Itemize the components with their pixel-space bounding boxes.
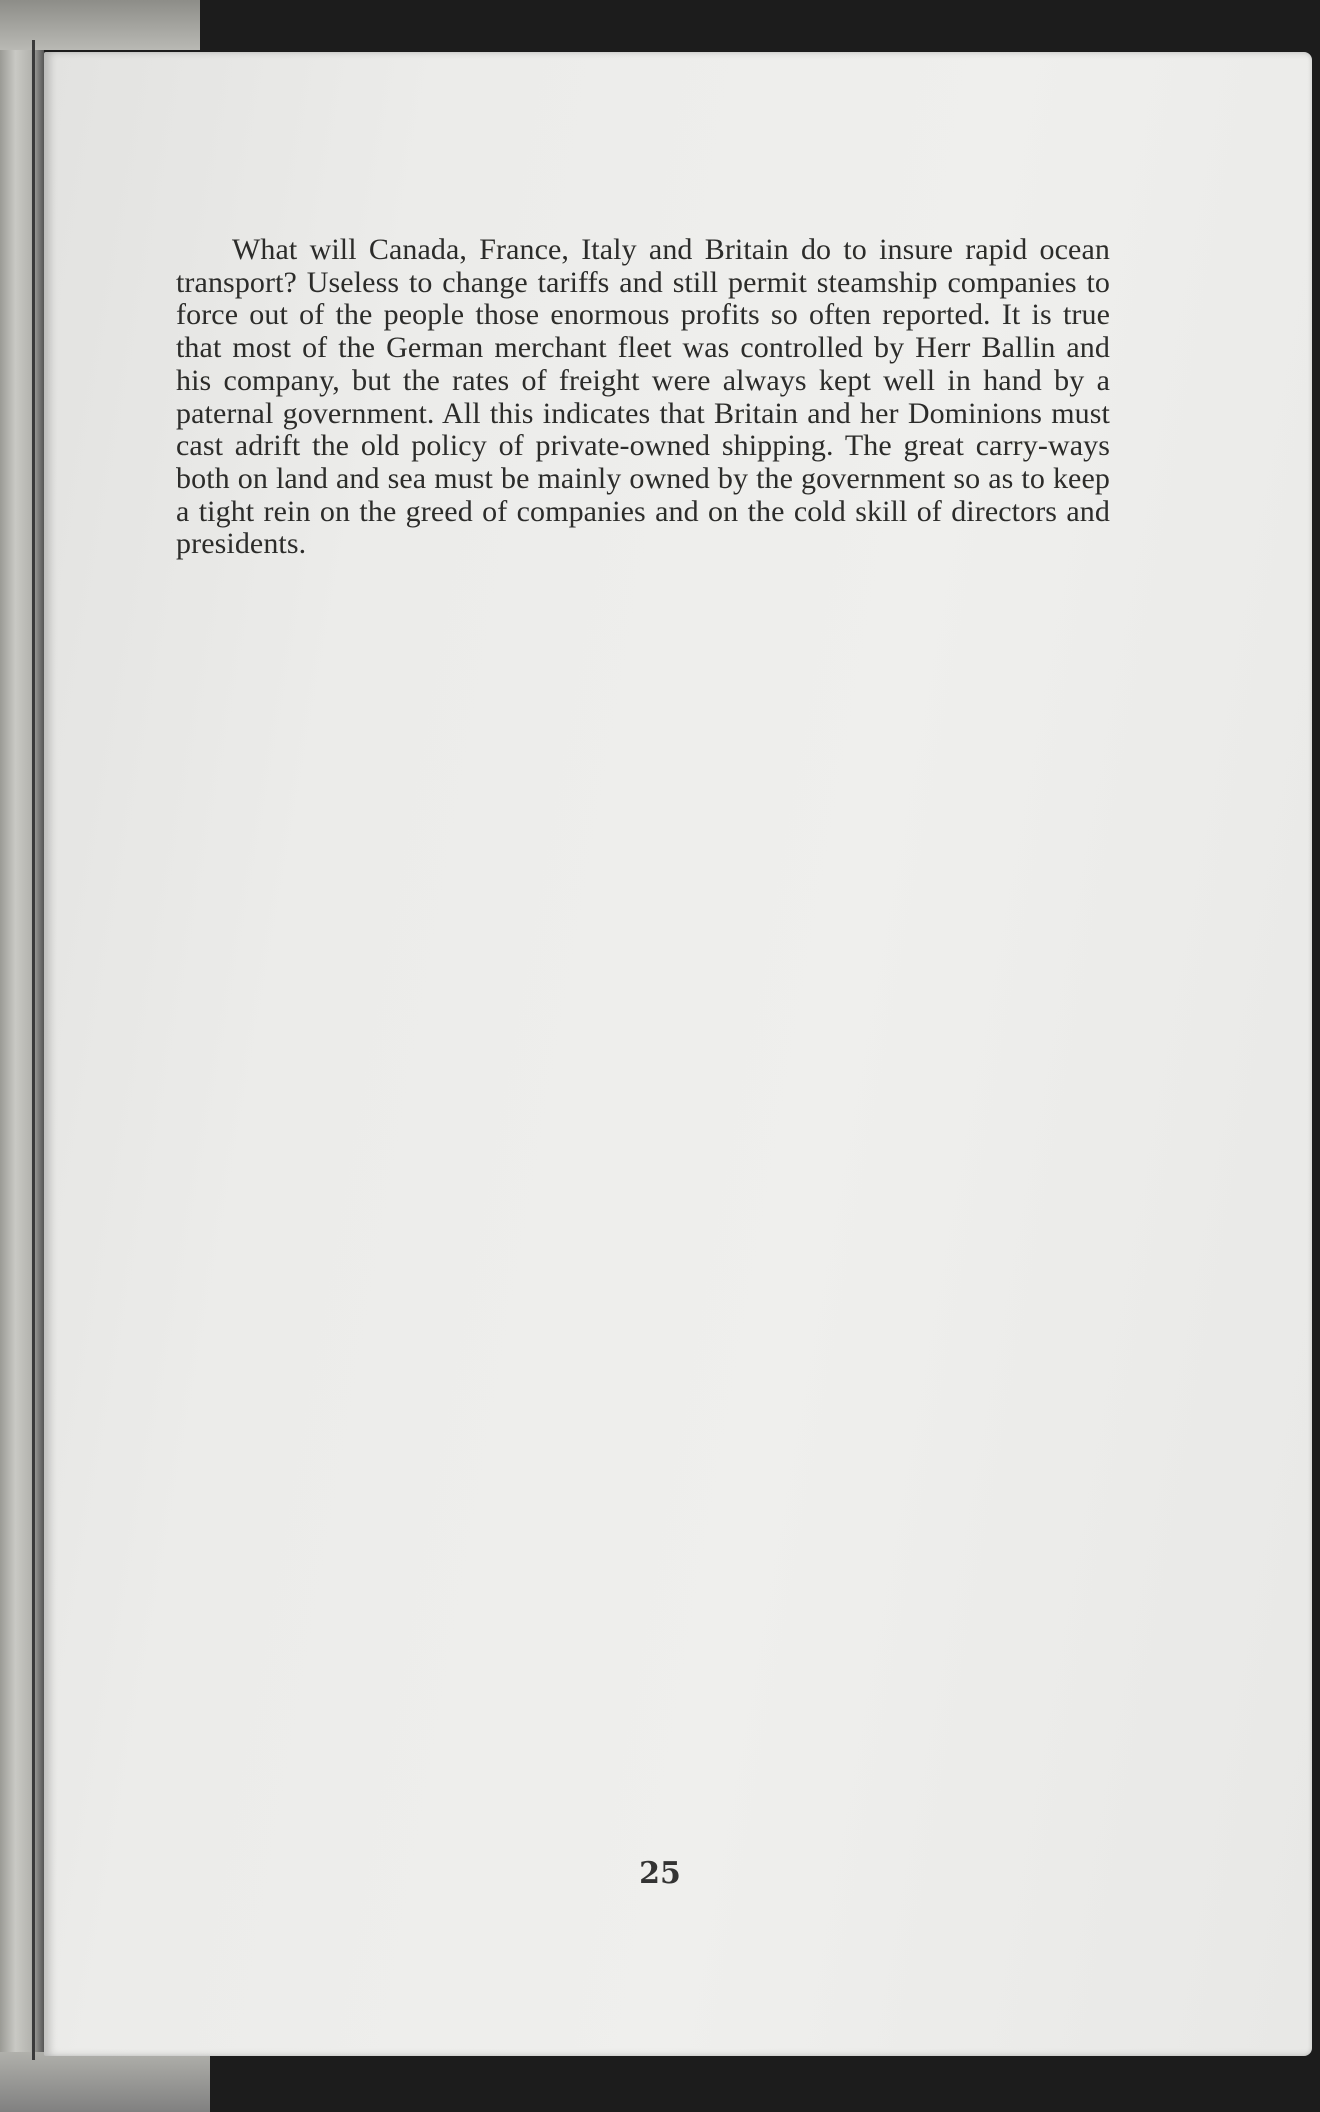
binding-top-strip [0,0,200,50]
spine-line [32,40,35,2060]
binding-bottom-strip [0,2052,210,2112]
body-paragraph: What will Canada, France, Italy and Britain do to insure rapid ocean transport? Useless to change tariffs and still permit steamship companies to force out of the people those enormous profits so often reported. It is true that most of the German merchant fleet was controlled by Herr Ballin and his company, but the rates of freight were always kept well in hand by a paternal government. All this indicates that Britain and her Dominions must cast adrift the old policy of private-owned shipping. The great carry-ways both on land and sea must be mainly owned by the government so as to keep a tight rein on the greed of companies and on the cold skill of directors and presidents. [176,233,1110,561]
book-binding-edge [0,0,44,2112]
page-number: 25 [639,1856,681,1891]
